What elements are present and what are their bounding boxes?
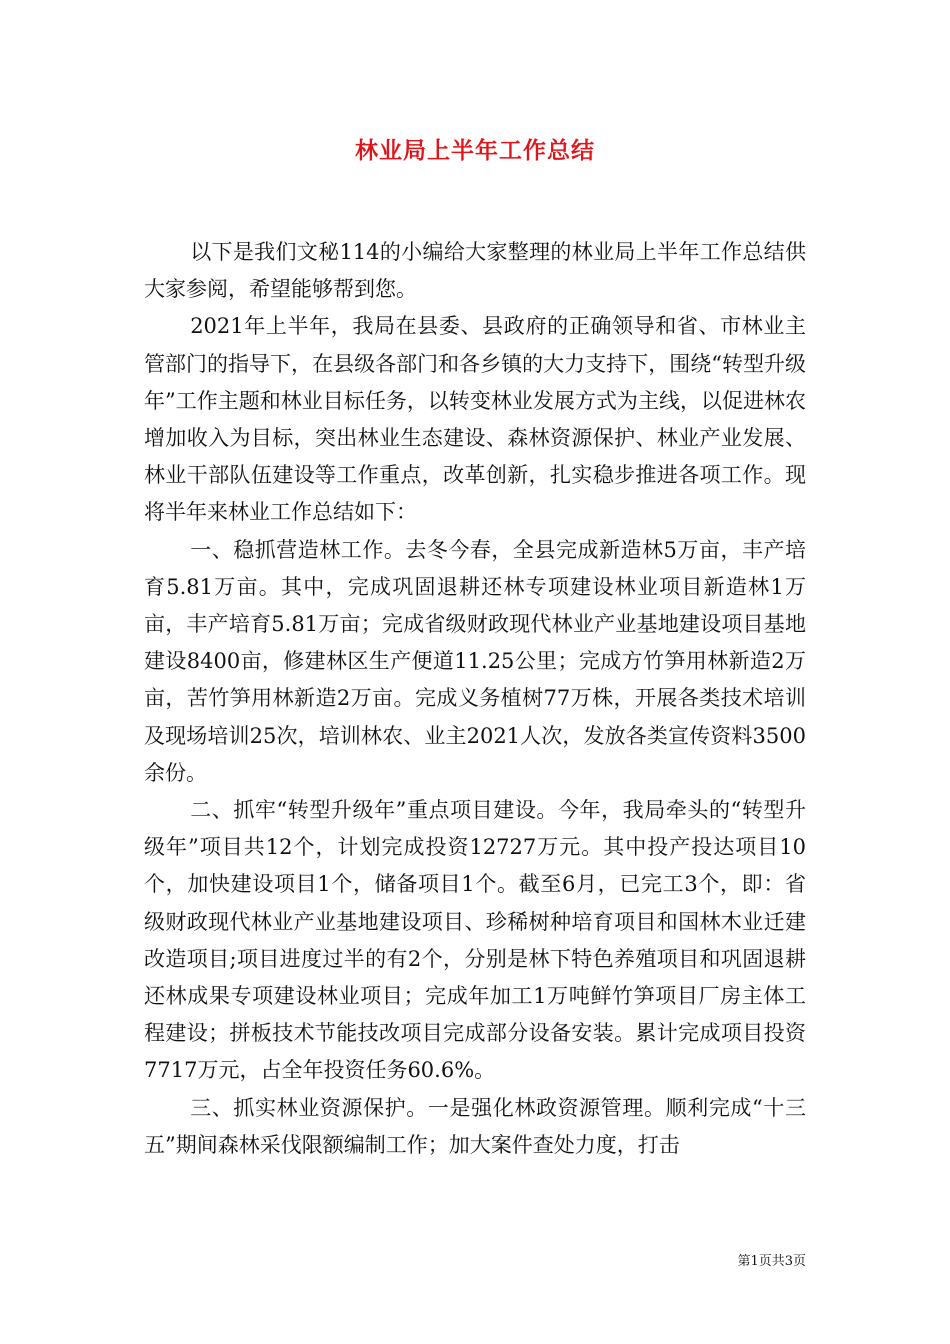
document-title: 林业局上半年工作总结 bbox=[355, 138, 595, 164]
paragraph-overview: 2021年上半年，我局在县委、县政府的正确领导和省、市林业主管部门的指导下，在县级各部门和各乡镇的大力支持下，围绕“转型升级年”工作主题和林业目标任务，以转变林业发展方式为主线，以促进林农增加收入为目标，突出林业生态建设、森林资源保护、林业产业发展、林业干部队伍建设等工作重点，改革创新，扎实稳步推进各项工作。现将半年来林业工作总结如下： bbox=[144, 314, 806, 525]
page-number bbox=[0, 1250, 806, 1269]
paragraph-key-projects: 二、抓牢“转型升级年”重点项目建设。今年，我局牵头的“转型升级年”项目共12个，计划完成投资12727万元。其中投产投达项目10个，加快建设项目1个，储备项目1个。截至6月，已完工3个，即：省级财政现代林业产业基地建设项目、珍稀树种培育项目和国林木业迁建改造项目;项目进度过半的有2个，分别是林下特色养殖项目和巩固退耕还林成果专项建设林业项目；完成年加工1万吨鲜竹笋项目厂房主体工程建设；拼板技术节能技改项目完成部分设备安装。累计完成项目投资7717万元，占全年投资任务60.6%。 bbox=[144, 798, 806, 1083]
document-body bbox=[144, 234, 806, 1164]
paragraph-resource-protection: 三、抓实林业资源保护。一是强化林政资源管理。顺利完成“十三五”期间森林采伐限额编制工作；加大案件查处力度，打击 bbox=[144, 1095, 806, 1157]
paragraph-intro: 以下是我们文秘114的小编给大家整理的林业局上半年工作总结供大家参阅，希望能够帮到您。 bbox=[144, 240, 806, 302]
paragraph-afforestation: 一、稳抓营造林工作。去冬今春，全县完成新造林5万亩，丰产培育5.81万亩。其中，完成巩固退耕还林专项建设林业项目新造林1万亩，丰产培育5.81万亩；完成省级财政现代林业产业基地建设项目基地建设8400亩，修建林区生产便道11.25公里；完成方竹笋用林新造2万亩，苦竹笋用林新造2万亩。完成义务植树77万株，开展各类技术培训及现场培训25次，培训林农、业主2021人次，发放各类宣传资料3500余份。 bbox=[144, 537, 806, 785]
page-number-label: 第1页共3页 bbox=[737, 1254, 806, 1269]
